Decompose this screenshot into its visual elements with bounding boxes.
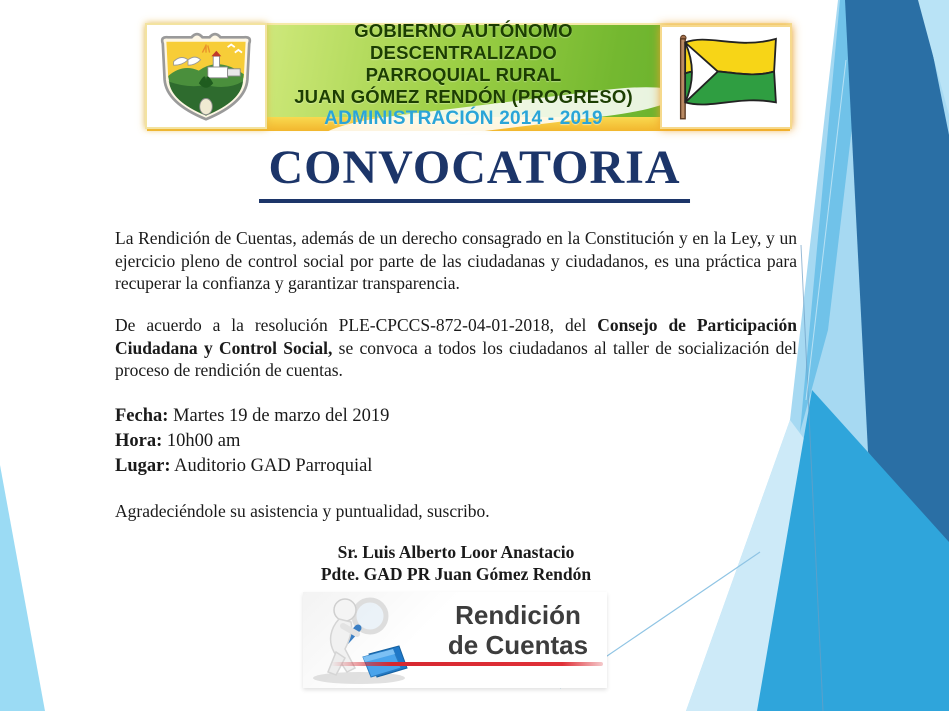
paragraph-resolution	[115, 314, 797, 382]
parish-flag-box	[660, 25, 792, 129]
banner-line-administration: ADMINISTRACIÓN 2014 - 2019	[324, 108, 603, 129]
event-place-value: Auditorio GAD Parroquial	[170, 456, 373, 476]
header-banner	[147, 20, 790, 129]
figure-with-magnifier-icon	[307, 594, 431, 686]
paragraph-intro: La Rendición de Cuentas, además de un derecho consagrado en la Constitución y en la Ley, y un ejercicio pleno de control social por parte de las ciudadanas y ciudadanos, es una práctica para recuperar la confianza y garantizar transparencia.	[115, 228, 797, 293]
banner-line-1: GOBIERNO AUTÓNOMO DESCENTRALIZADO	[354, 20, 573, 63]
page-title: CONVOCATORIA	[259, 140, 691, 203]
closing-line: Agradeciéndole su asistencia y puntualidad, suscribo.	[115, 501, 490, 521]
rendicion-de-cuentas-logo	[303, 592, 607, 688]
event-details	[115, 404, 389, 479]
banner-text	[267, 20, 660, 129]
logo-wordmark	[433, 600, 603, 660]
event-date-value: Martes 19 de marzo del 2019	[168, 406, 390, 426]
event-time-row	[115, 429, 389, 454]
logo-word-line2: de Cuentas	[447, 630, 589, 660]
signature-name: Sr. Luis Alberto Loor Anastacio	[337, 542, 575, 562]
signature-title: Pdte. GAD PR Juan Gómez Rendón	[320, 563, 592, 584]
coat-of-arms-icon	[152, 29, 260, 123]
event-date-label: Fecha:	[115, 406, 169, 426]
signature-block	[115, 542, 797, 585]
event-place-label: Lugar:	[115, 456, 171, 476]
banner-line-3: JUAN GÓMEZ RENDÓN (PROGRESO)	[294, 86, 633, 107]
event-date-row	[115, 404, 389, 429]
paragraph-resolution-bold: Consejo de Participación Ciudadana y Control Social,	[115, 315, 797, 358]
paragraph-resolution-pre: De acuerdo a la resolución PLE-CPCCS-872-04-01-2018, del	[115, 315, 598, 335]
parish-flag-icon	[667, 31, 785, 123]
paragraph-resolution-post: se convoca a todos los ciudadanos al taller de socialización del proceso de rendición de cuentas.	[115, 337, 797, 380]
event-time-value: 10h00 am	[162, 431, 241, 451]
event-time-label: Hora:	[115, 431, 163, 451]
banner-line-2: PARROQUIAL RURAL	[365, 64, 562, 85]
event-place-row	[115, 454, 389, 479]
coat-of-arms-box	[145, 23, 267, 129]
logo-red-underline	[331, 662, 603, 666]
logo-word-line1: Rendición	[455, 600, 581, 630]
